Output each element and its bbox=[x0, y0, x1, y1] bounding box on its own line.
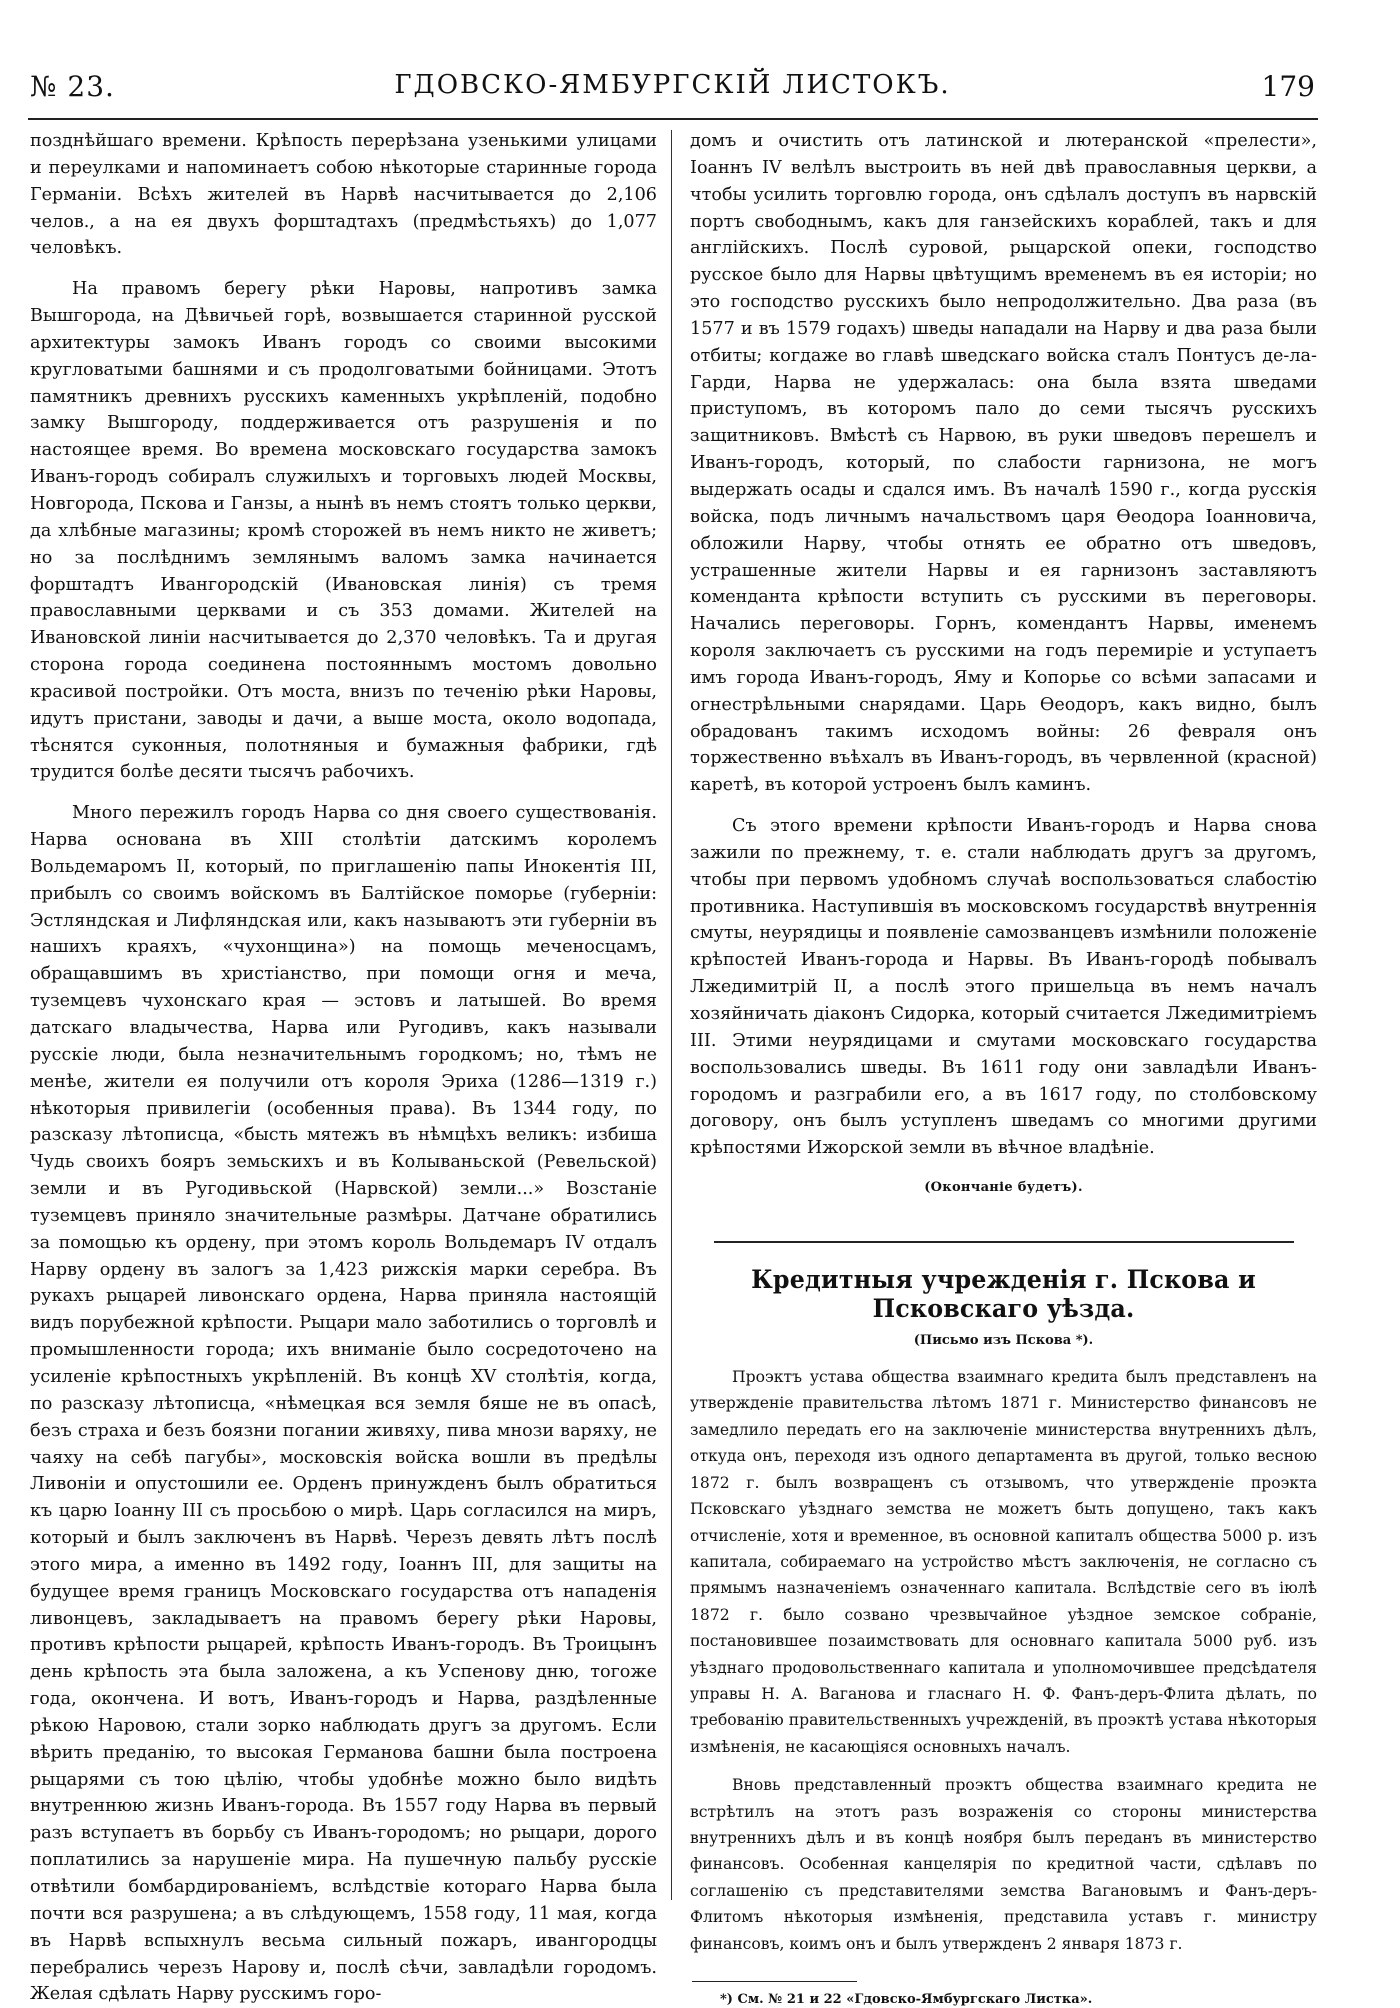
column-divider bbox=[671, 130, 672, 1900]
paragraph: домъ и очистить отъ латинской и лютеранской «прелести», Іоаннъ IV велѣлъ выстроить въ ней двѣ православныя церкви, а чтобы усилить торговлю города, онъ сдѣлалъ доступъ въ нарвскій портъ свободнымъ, какъ для ганзейскихъ кораблей, такъ и для англійскихъ. Послѣ суровой, рыцарской опеки, господство русское было для Нарвы цвѣтущимъ временемъ въ ея исторіи; но это господство русскихъ было непродолжительно. Два раза (въ 1577 и въ 1579 годахъ) шведы нападали на Нарву и два раза были отбиты; когдаже во главѣ шведскаго войска сталъ Понтусъ де-ла-Гарди, Нарва не удержалась: она была взята шведами приступомъ, въ которомъ пало до семи тысячъ русскихъ защитниковъ. Вмѣстѣ съ Нарвою, въ руки шведовъ перешелъ и Иванъ-городъ, который, по слабости гарнизона, не могъ выдержать осады и сдался имъ. Въ началѣ 1590 г., когда русскія войска, подъ личнымъ начальствомъ царя Ѳеодора Іоанновича, обложили Нарву, чтобы отнять ее обратно отъ шведовъ, устрашенные жители Нарвы и ея гарнизонъ заставляютъ коменданта крѣпости вступить съ русскими въ переговоры. Начались переговоры. Горнъ, комендантъ Нарвы, именемъ короля заключаетъ съ русскими на годъ перемиріе и уступаетъ имъ города Иванъ-городъ, Яму и Копорье со всѣми запасами и огнестрѣльными снарядами. Царь Ѳеодоръ, какъ видно, былъ обрадованъ такимъ исходомъ войны: 26 февраля онъ торжественно въѣхалъ въ Иванъ-городъ, въ червленной (красной) каретѣ, въ которой устроенъ былъ каминъ. bbox=[690, 131, 1317, 796]
header-rule bbox=[28, 118, 1318, 120]
paragraph: Много пережилъ городъ Нарва со дня своего существованія. Нарва основана въ XIII столѣтіи датскимъ королемъ Вольдемаромъ II, который, по приглашенію папы Инокентія III, прибылъ со своимъ войскомъ въ Балтійское поморье (губерніи: Эстляндская и Лифляндская или, какъ называютъ эти губерніи въ нашихъ краяхъ, «чухонщина») на помощь меченосцамъ, обращавшимъ въ христіанство, при помощи огня и меча, туземцевъ чухонскаго края — эстовъ и латышей. Во время датскаго владычества, Нарва или Ругодивъ, какъ называли русскіе люди, была незначительнымъ городкомъ; но, тѣмъ не менѣе, жители ея получили отъ короля Эриха (1286—1319 г.) нѣкоторыя привилегіи (особенныя права). Въ 1344 году, по разсказу лѣтописца, «бысть мятежъ въ нѣмцѣхъ великъ: избиша Чудь своихъ бояръ земьскихъ и въ Колываньской (Ревельской) земли и въ Ругодивьской (Нарвской) земли...» Возстаніе туземцевъ приняло значительные размѣры. Датчане обратились за помощью къ ордену, при этомъ король Вольдемаръ IV отдалъ Нарву ордену въ залогъ за 1,423 рижскія марки серебра. Въ рукахъ рыцарей ливонскаго ордена, Нарва приняла настоящій видъ порубежной крѣпости. Рыцари мало заботились о торговлѣ и промышленности города; ихъ вниманіе было сосредоточено на усиленіе крѣпостныхъ укрѣпленій. Въ концѣ XV столѣтія, когда, по разсказу лѣтописца, «нѣмецкая вся земля бяше не въ опасѣ, безъ страха и безъ боязни погании живяху, пива мнози варяху, не чаяху на себѣ пагубы», московскія войска вошли въ предѣлы Ливоніи и опустошили ее. Орденъ принужденъ былъ обратиться къ царю Іоанну III съ просьбою о мирѣ. Царь согласился на миръ, который и былъ заключенъ въ Нарвѣ. Черезъ девять лѣтъ послѣ этого мира, а именно въ 1492 году, Іоаннъ III, для защиты на будущее время границъ Московскаго государства отъ нападенія ливонцевъ, закладываетъ на правомъ берегу рѣки Наровы, противъ крѣпости рыцарей, крѣпость Иванъ-городъ. Въ Троицынъ день крѣпость эта была заложена, а къ Успенову дню, тогоже года, окончена. И вотъ, Иванъ-городъ и Нарва, раздѣленные рѣкою Наровою, стали зорко наблюдать другъ за другомъ. Если вѣрить преданію, то высокая Германова башни была построена рыцарями съ тою цѣлію, чтобы удобнѣе можно было видѣть внутреннюю жизнь Иванъ-города. Въ 1557 году Нарва въ первый разъ вступаетъ въ борьбу съ Иванъ-городомъ; но рыцари, дорого поплатились за нарушеніе мира. На пушечную пальбу русскіе отвѣтили бомбардированіемъ, вслѣдствіе котораго Нарва была почти вся разрушена; а въ слѣдующемъ, 1558 году, 11 мая, когда въ Нарвѣ вспыхнулъ весьма сильный пожаръ, ивангородцы перебрались черезъ Нарову и, послѣ сѣчи, завладѣли городомъ. Желая сдѣлать Нарву русскимъ горо- bbox=[30, 803, 657, 2005]
newspaper-title: ГДОВСКО-ЯМБУРГСКІЙ ЛИСТОКЪ. bbox=[394, 70, 951, 100]
issue-number: № 23. bbox=[30, 70, 115, 103]
right-column bbox=[690, 128, 1317, 2007]
article-subtitle: (Письмо изъ Пскова *). bbox=[913, 1333, 1094, 1349]
article-title: Кредитныя учрежденія г. Пскова и Псковскаго уѣзда. bbox=[751, 1265, 1256, 1324]
footnote-rule bbox=[692, 1981, 857, 1982]
footnote: *) См. № 21 и 22 «Гдовско-Ямбургскаго Листка». bbox=[720, 1992, 1093, 2007]
page-number: 179 bbox=[1261, 70, 1315, 103]
paragraph: Вновь представленный проэктъ общества взаимнаго кредита не встрѣтилъ на этотъ разъ возраженія со стороны министерства внутреннихъ дѣлъ и въ концѣ ноября былъ переданъ въ министерство финансовъ. Особенная канцелярія по кредитной части, сдѣлавъ по соглашенію съ представителями земства Вагановымъ и Фанъ-деръ-Флитомъ нѣкоторыя измѣненія, представила уставъ г. министру финансовъ, коимъ онъ и былъ утвержденъ 2 января 1873 г. bbox=[690, 1776, 1317, 1953]
page-header bbox=[30, 66, 1315, 110]
paragraph: На правомъ берегу рѣки Наровы, напротивъ замка Вышгорода, на Дѣвичьей горѣ, возвышается старинной русской архитектуры замокъ Иванъ городъ со своими высокими кругловатыми башнями и съ продолговатыми бойницами. Этотъ памятникъ древнихъ русскихъ каменныхъ укрѣпленій, подобно замку Вышгороду, поддерживается отъ разрушенія и по настоящее время. Во времена московскаго государства замокъ Иванъ-городъ собиралъ служилыхъ и торговыхъ людей Москвы, Новгорода, Пскова и Ганзы, а нынѣ въ немъ стоятъ только церкви, да хлѣбные магазины; кромѣ сторожей въ немъ никто не живетъ; но за послѣднимъ землянымъ валомъ замка начинается форштадтъ Ивангородскій (Ивановская линія) съ тремя православными церквами и съ 353 домами. Жителей на Ивановской линіи насчитывается до 2,370 человѣкъ. Та и другая сторона города соединена постояннымъ мостомъ довольно красивой постройки. Отъ моста, внизъ по теченію рѣки Наровы, идутъ пристани, заводы и дачи, а выше моста, около водопада, тѣснятся суконныя, полотняныя и бумажныя фабрики, гдѣ трудится болѣе десяти тысячъ рабочихъ. bbox=[30, 279, 657, 783]
continuation-note: (Окончаніе будетъ). bbox=[924, 1180, 1083, 1196]
paragraph: Проэктъ устава общества взаимнаго кредита былъ представленъ на утвержденіе правительства лѣтомъ 1871 г. Министерство финансовъ не замедлило передать его на заключеніе министерства внутреннихъ дѣлъ, откуда онъ, переходя изъ одного департамента въ другой, только весною 1872 г. былъ возвращенъ съ отзывомъ, что утвержденіе проэкта Псковскаго уѣзднаго земства не можетъ быть допущено, такъ какъ отчисленіе, хотя и временное, въ основной капиталъ общества 5000 р. изъ капитала, собираемаго на устройство мѣстъ заключенія, не согласно съ прямымъ назначеніемъ означеннаго капитала. Вслѣдствіе сего въ іюлѣ 1872 г. было созвано чрезвычайное уѣздное земское собраніе, постановившее позаимствовать для основнаго капитала 5000 руб. изъ уѣзднаго продовольственнаго капитала и уполномочившее предсѣдателя управы Н. А. Ваганова и гласнаго Н. Ф. Фанъ-деръ-Флита дѣлать, по требованію правительственныхъ учрежденій, въ проэктѣ устава нѣкоторыя измѣненія, не касающіяся основныхъ началъ. bbox=[690, 1368, 1317, 1756]
left-column bbox=[30, 128, 657, 2005]
paragraph: Съ этого времени крѣпости Иванъ-городъ и Нарва снова зажили по прежнему, т. е. стали наблюдать другъ за другомъ, чтобы при первомъ удобномъ случаѣ воспользоваться слабостію противника. Наступившія въ московскомъ государствѣ внутреннія смуты, неурядицы и появленіе самозванцевъ измѣнили положеніе крѣпостей Иванъ-города и Нарвы. Въ Иванъ-городѣ побывалъ Лжедимитрій II, а послѣ этого пришельца въ немъ началъ хозяйничать діаконъ Сидорка, который считается Лжедимитріемъ III. Этими неурядицами и смутами московскаго государства воспользовались шведы. Въ 1611 году они завладѣли Иванъ-городомъ и разграбили его, а въ 1617 году, по столбовскому договору, онъ былъ уступленъ шведамъ со многими другими крѣпостями Ижорской земли въ вѣчное владѣніе. bbox=[690, 816, 1317, 1159]
article-separator bbox=[714, 1241, 1294, 1243]
paragraph: позднѣйшаго времени. Крѣпость перерѣзана узенькими улицами и переулками и напоминаетъ собою нѣкоторые старинные города Германіи. Всѣхъ жителей въ Нарвѣ насчитывается до 2,106 челов., а на ея двухъ форштадтахъ (предмѣстьяхъ) до 1,077 человѣкъ. bbox=[30, 131, 657, 259]
